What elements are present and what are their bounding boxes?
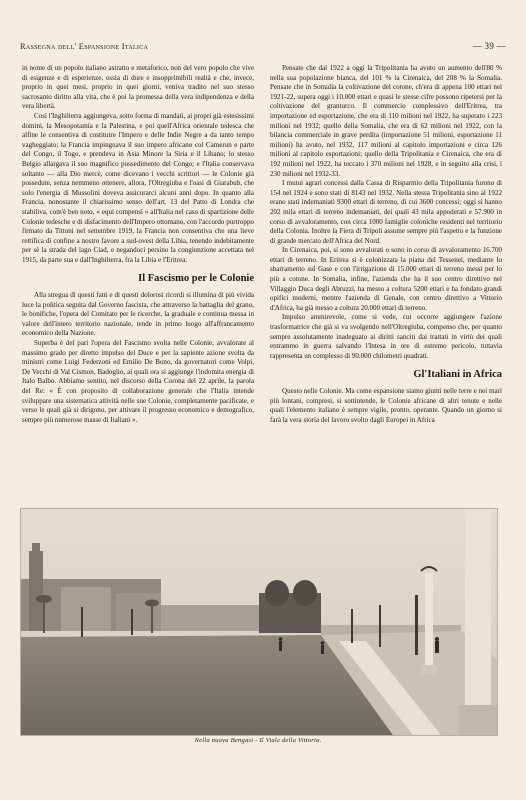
paragraph: Questo nelle Colonie. Ma come espansione siamo giunti nelle terre e nei mari più lontani, compresi, si sottintende, le Colonie africane di altri tenute e nelle quali l'elemento italiano è sempre vigile, pronto, operante. Quando un giorno si farà la vera storia del lavoro svolto dagli Europei in Africa: [270, 387, 502, 424]
section-heading: Gl'Italiani in Africa: [413, 369, 502, 381]
left-column: [22, 64, 254, 425]
photo-caption: Nella nuova Bengasi - Il Viale della Vittoria.: [194, 737, 322, 744]
magazine-title: Rassegna dell' Espansione Italica: [20, 42, 149, 51]
paragraph: I mutui agrari concessi dalla Cassa di Risparmio della Tripolitania furono di 154 nel 1924 e sono stati di 8143 nel 1932. Nella stessa Tripolitania sino al 1922 erano stati indemaniati 9300 ettari di terreno, di cui 3600 concessi; oggi si hanno 202 mila ettari di terreno indemaniati, dei quali 43 mila appoderati e 57.900 in corso di avvaloramento, con circa 1000 famiglie coloniche residenti nel territorio della Colonia. Inoltre la Fiera di Tripoli assume sempre più l'aspetto e la funzione di grande mercato dell'Africa del Nord.: [270, 179, 502, 245]
page-header: [20, 40, 506, 54]
paragraph: Superba è del pari l'opera del Fascismo svolta nelle Colonie, avvalorate al massimo grado per diretto impulso del Duce e per la sapiente azione svolta da ministri come Luigi Federzoni ed Emilio De Bono, da governatori come Volpi, De Vecchi di Val Cismon, Badoglio, ai quali ora si aggiunge l'indomita energia di Italo Balbo. Abbiamo sentito, nel discorso della Corona del 22 aprile, la parola del Re: « È con proposito di collaborazione generale che l'Italia intende sviluppare una sistematica attività nelle sue Colonie, completamente pacificate, e verso le quali già si dirigono, per attivare il progresso economico e demografico, sempre più numerose masse di Italiani ».: [22, 339, 254, 424]
right-column: [270, 64, 502, 425]
street-photo: [20, 508, 498, 736]
paragraph: In Cirenaica, poi, si sono avvalorati o sono in corso di avvaloramento 16.700 ettari di terreno. In Eritrea si è colonizzata la piana del Tesseneì, mediante lo sbarramento sul Gase e con l'irrigazione di 15.000 ettari di terreno messi per lo più a cotone. In Somalia, infine, l'azienda che ha il suo centro direttivo nel Villaggio Duca degli Abruzzi, ha messo a coltura 5200 ettari e ha fondato grandi opifici moderni, mentre l'azienda di Genale, con centro direttivo a Vittorio d'Africa, ha già messo a coltura 20.000 ettari di terreno.: [270, 246, 502, 312]
paragraph: Pensate che dal 1922 a oggi la Tripolitania ha avuto un aumento dell'80 % nella sua popolazione bianca, del 101 % la Cirenaica, del 208 % la Somalia. Pensate che in Somalia la coltivazione del cotone, ch'era di appena 100 ettari nel 1921-22, supera oggi i 10.000 ettari e quasi le stesse cifre possono ripetersi per la coltivazione del granturco. Il commercio complessivo dell'Eritrea, tra importazione ed esportazione, che era di 110 milioni nel 1922, ha superato i 223 milioni nel 1932; quello della Somalia, che era di 62 milioni nel 1922, con la bilancia commerciale in grave perdita (importazione 51 milioni, esportazione 11 milioni) ha avuto, nel 1932, 117 milioni al capitolo importazioni e circa 126 milioni al capitolo esportazioni; quello della Tripolitania e Cirenaica, che era di 192 milioni nel 1922, ha toccato i 370 milioni nel 1928, e in seguito alla crisi, i 230 milioni nel 1932-33.: [270, 64, 502, 178]
photo-illustration: [21, 509, 497, 735]
paragraph: Alla stregua di questi fatti e di questi dolorosi ricordi si illumina di più vivida luce la politica seguita dal Governo fascista, che attraverso la battaglia del grano, le bonifiche, l'opera del Comitato per le ricerche, la graduale e continua messa in valore dell'intero territorio nazionale, tende in primo luogo all'affrancamento economico della Nazione.: [22, 291, 254, 338]
paragraph: Così l'Inghilterra aggiungeva, sotto forma di mandati, ai propri già estesissimi domini, la Mesopotamia e la Palestina, e poi quell'Africa orientale tedesca che alfine le consentiva di costituire l'Impero e delle Indie Negre a da tanto tempo vagheggiato; la Francia impinguava il suo impero africano col Camerun e parte del Congo, il Togo, e prendeva in Asia Minore la Siria e il Libano; lo stesso Belgio allargava il suo magnifico possedimento del Congo; e l'Italia conservava soltanto — alla Dio mercè, come dicevano i vecchi scrittori — le Colonie già possedute, senza nemmeno ottenere, allora, l'Oltregiuba e l'oasi di Giarabub, che solo l'energia di Mussolini doveva assicurarci alcuni anni dopo. In quanto alla Francia, nonostante il chiarissimo senso dell'art. 13 del Patto di Londra che stabiliva, com'è ben noto, « equi compensi » all'Italia nel caso di spartizione delle Colonie tedesche e di disfacimento dell'Impero ottomano, con l'accordo purtroppo firmato da Tittoni nel settembre 1919, la Francia non consentiva che una lieve rettifica di confine a nostro favore a sud-ovest della Libia, tenendo indebitamente per sè la strada del lago Ciad, e negandoci persino la congiunzione accettata nel 1915, da parte sua e dall'Inghilterra, fra la Libia e l'Eritrea.: [22, 111, 254, 264]
page-number: — 39 —: [472, 41, 506, 51]
paragraph: Impulso ammirevole, come si vede, cui occorre aggiungere l'azione trasformatrice che già si va svolgendo nell'Oltregiuba, compenso che, per quanto sempre assolutamente inadeguato ai diritti sanciti dai trattati in virtù dei quali entrammo in guerra salvando l'Intesa in ore di estremo pericolo, tuttavia rappresenta un complesso di 90.000 chilometri quadrati.: [270, 313, 502, 360]
paragraph: in nome di un popolo italiano astratto e metaforico, non del vero popolo che vive di esigenze e di esperienze, ossia di dure e insopprimibili realtà e che, invece, proprio in quei mesi, proprio in quei giorni, veniva tradito nel suo stesso sacrosanto diritto alla vita, che è poi la promessa della vera indipendenza e della vera libertà.: [22, 64, 254, 111]
section-heading: Il Fascismo per le Colonie: [138, 273, 254, 285]
